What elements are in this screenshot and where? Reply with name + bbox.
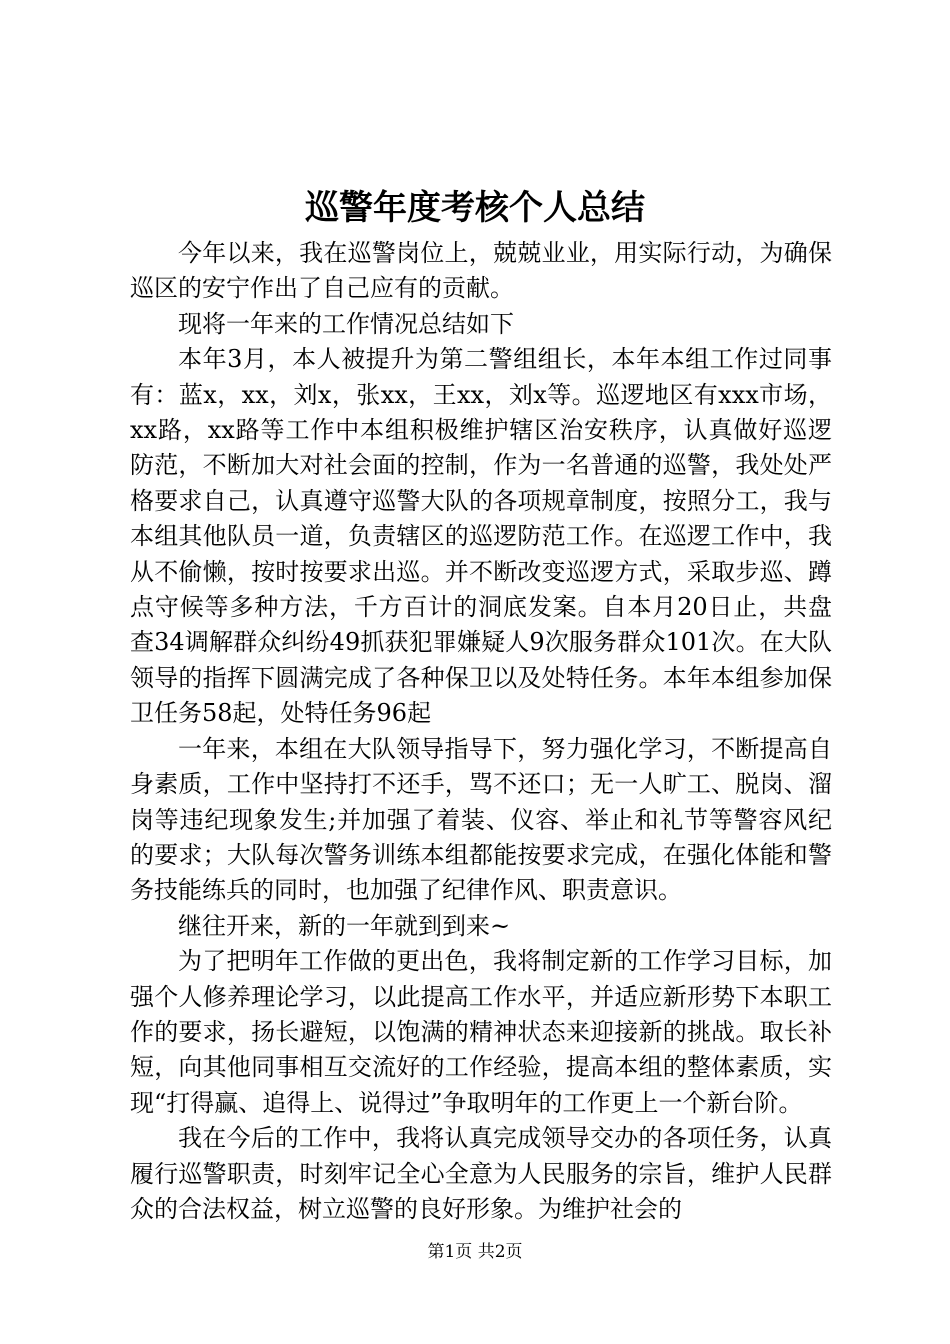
paragraph-future-work: 我在今后的工作中，我将认真完成领导交办的各项任务，认真履行巡警职责，时刻牢记全心全意为人民服务的宗旨，维护人民群众的合法权益，树立巡警的良好形象。为维护社会的 <box>130 1124 832 1223</box>
paragraph-intro: 今年以来，我在巡警岗位上，兢兢业业，用实际行动，为确保巡区的安宁作出了自己应有的贡献。 <box>130 239 832 303</box>
paragraph-transition: 继往开来，新的一年就到到来~ <box>178 911 511 940</box>
paragraph-discipline: 一年来，本组在大队领导指导下，努力强化学习，不断提高自身素质，工作中坚持打不还手，骂不还口；无一人旷工、脱岗、溜岗等违纪现象发生;并加强了着装、仪容、举止和礼节等警容风纪的要求；大队每次警务训练本组都能按要求完成，在强化体能和警务技能练兵的同时，也加强了纪律作风、职责意识。 <box>130 734 832 905</box>
document-body <box>130 236 832 1227</box>
paragraph-next-year-goals: 为了把明年工作做的更出色，我将制定新的工作学习目标，加强个人修养理论学习，以此提高工作水平，并适应新形势下本职工作的要求，扬长避短，以饱满的精神状态来迎接新的挑战。取长补短，向其他同事相互交流好的工作经验，提高本组的整体素质，实现“打得赢、追得上、说得过”争取明年的工作更上一个新台阶。 <box>130 947 832 1117</box>
paragraph-work-details: 本年3月，本人被提升为第二警组组长，本年本组工作过同事有：蓝x，xx，刘x，张xx，王xx，刘x等。巡逻地区有xxx市场，xx路，xx路等工作中本组积极维护辖区治安秩序，认真做好巡逻防范，不断加大对社会面的控制，作为一名普通的巡警，我处处严格要求自己，认真遵守巡警大队的各项规章制度，按照分工，我与本组其他队员一道，负责辖区的巡逻防范工作。在巡逻工作中，我从不偷懒，按时按要求出巡。并不断改变巡逻方式，采取步巡、蹲点守候等多种方法，千方百计的洞底发案。自本月20日止，共盘查34调解群众纠纷49抓获犯罪嫌疑人9次服务群众101次。在大队领导的指挥下圆满完成了各种保卫以及处特任务。本年本组参加保卫任务58起，处特任务96起 <box>130 345 832 728</box>
paragraph-summary-lead: 现将一年来的工作情况总结如下 <box>178 309 514 338</box>
page-footer: 第1页 共2页 <box>427 1242 523 1262</box>
document-title: 巡警年度考核个人总结 <box>305 188 645 228</box>
